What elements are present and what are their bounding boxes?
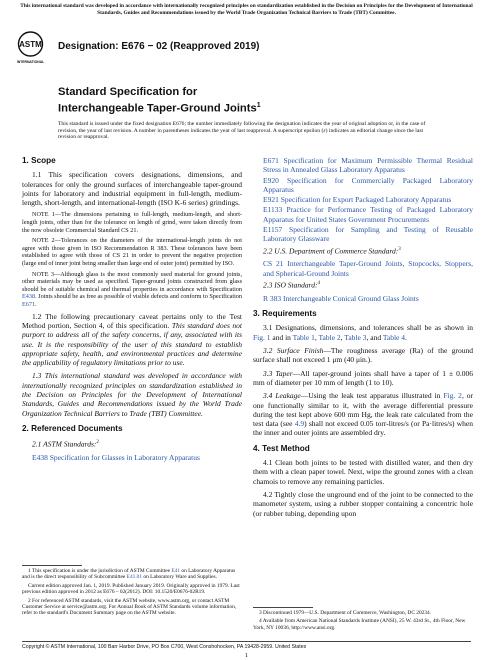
footnote-4: 4 Available from American National Standards Institute (ANSI), 25 W. 43rd St., 4th Floor, New York, NY 10036, http://www.ansi.org. [253,618,466,631]
paragraph-1-2: 1.2 The following precautionary caveat pertains only to the Test Method portion, Section 4, of this specification. This standard does not purport to address all of the safety concerns, if any, associated with its use. It is the responsibility of the user of this standard to establish appropriate safety, health, and environmental practices and determine the applicability of regulatory limitations prior to use. [22,311,242,368]
footnote-rule-right [253,607,313,608]
ref-link-e921[interactable]: E921 [263,195,279,205]
ref-link-cs21[interactable]: CS 21 [263,259,284,269]
svg-text:INTERNATIONAL: INTERNATIONAL [17,60,44,64]
issuance-note: This standard is issued under the fixed designation E676; the number immediately following the designation indicates the year of original adoption or, in the case of revision, the year of last revision. A number in parentheses indicates the year of last reapproval. A superscript epsilon (ε) indicates an editorial change since the last revision or reapproval. [58,121,426,141]
footnotes-right [253,610,473,633]
note-1: NOTE 1—The dimensions pertaining to full-length, medium-length, and short-length joints, other than for the tolerance on length of grind, were taken directly from the now obsolete Commercial Standard CS 21. [22,211,242,234]
link-table-1[interactable]: Table 1 [292,332,315,342]
link-section-4-9[interactable]: 4.9 [294,419,305,429]
link-fig-1[interactable]: Fig. 1 [253,332,271,342]
ref-link-e671[interactable]: E671 [263,156,279,165]
standards-banner: This international standard was developed in accordance with internationally recognized principles on standardization established in the Decision on Principles for the Development of International Standards, Guides and Recommendations issued by the World Trade Organization Technical Barriers to Trade (TBT) Committee. [20,3,473,16]
ref-link-e438[interactable]: E438 [32,452,48,462]
footer-rule [22,641,471,642]
section-heading-test-method: 4. Test Method [253,443,310,453]
title-line-1: Standard Specification for [58,86,198,98]
link-subcommittee-e41-01[interactable]: E41.01 [126,574,143,581]
page-number: 1 [244,652,249,659]
svg-text:ASTM: ASTM [19,40,42,49]
ref-link-e920[interactable]: E920 [263,175,279,185]
paragraph-2-2: 2.2 U.S. Department of Commerce Standard:$^3$ [263,246,401,256]
footnote-rule-left [22,565,82,566]
section-heading-requirements: 3. Requirements [253,309,317,319]
link-table-4[interactable]: Table 4 [382,332,405,342]
footnote-3: 3 Discontinued 1979—U.S. Department of Commerce, Washington, DC 20234. [259,610,432,616]
link-e438[interactable]: E438 [22,293,36,301]
ref-e920: E920 Specification for Commercially Packaged Laboratory Apparatus [263,175,473,194]
footnote-1: 1 This specification is under the jurisdiction of ASTM Committee E41 on Laboratory Apparatus and is the direct responsibility of Subcommittee E41.01 on Laboratory Ware and Supplies. [22,568,236,581]
ref-e921: E921 Specification for Export Packaged Laboratory Apparatus [263,195,452,205]
ref-e1157: E1157 Specification for Sampling and Testing of Reusable Laboratory Glassware [263,225,473,244]
left-column [22,156,242,463]
paragraph-3-1: 3.1 Designations, dimensions, and tolerances shall be as shown in Fig. 1 and in Table 1, Table 2, Table 3, and Table 4. [253,323,473,342]
paragraph-1-3: 1.3 This international standard was developed in accordance with internationally recognized principles on standardization established in the Decision on Principles for the Development of International Standards, Guides and Recommendations issued by the World Trade Organization Technical Barriers to Trade (TBT) Committee. [22,371,242,418]
paragraph-3-3: 3.3 Taper—All taper-ground joints shall have a taper of 1 ± 0.006 mm of diameter per 10 mm of length (1 to 10). [253,368,474,387]
ref-e1133: E1133 Practice for Performance Testing of Packaged Laboratory Apparatus for United States Government Procurements [263,205,473,224]
right-column [253,156,473,522]
note-2: NOTE 2—Tolerances on the diameters of the international-length joints do not agree with those given in ISO Recommendation R 383. These tolerances have been established to agree with those of CS 21 in order to prevent the negative projection (large end of inner joint being smaller than large end of outer joint) permitted by ISO. [22,237,242,268]
document-title [58,86,261,117]
link-table-2[interactable]: Table 2 [318,332,341,342]
ref-r383: R 383 Interchangeable Conical Ground Glass Joints [263,293,419,303]
section-heading-referenced-documents: 2. Referenced Documents [22,423,123,433]
link-e671[interactable]: E671 [22,301,36,309]
section-heading-scope: 1. Scope [22,156,56,165]
paragraph-1-1: 1.1 This specification covers designations, dimensions, and tolerances for only the ground surfaces of interchangeable taper-ground joints for laboratory and industrial equipment in full-length, medium-length, short-length, and international-length (ISO K-6 series) grindings. [22,170,242,208]
link-fig-2[interactable]: Fig. 2 [443,391,462,401]
footnote-2: 2 For referenced ASTM standards, visit the ASTM website, www.astm.org, or contact ASTM Customer Service at service@astm.org. For Annual Book of ASTM Standards volume information, refer to the standard's Document Summary page on the ASTM website. [22,597,237,617]
paragraph-4-1: 4.1 Clean both joints to be tested with distilled water, and then dry them with a clean paper towel. Next, wipe the ground zones with a clean chamois to remove any remaining particles. [253,458,473,486]
paragraph-4-2: 4.2 Tightly close the unground end of the joint to be connected to the manometer system, using a rubber stopper containing a concentric hole (or rubber tubing, depending upon [253,489,473,518]
paragraph-2-1: 2.1 ASTM Standards:$^2$ [32,439,99,449]
footnotes-left [22,568,242,619]
paragraph-3-2: 3.2 Surface Finish—The roughness average (Ra) of the ground surface shall not exceed 1 μm (40 μin.). [253,346,473,365]
ref-e671: E671 Specification for Maximum Permissible Thermal Residual Stress in Annealed Glass Laboratory Apparatus [263,156,473,175]
ref-cs21: CS 21 Interchangeable Taper-Ground Joints, Stopcocks, Stoppers, and Spherical-Ground Joints [263,259,473,278]
link-table-3[interactable]: Table 3 [344,332,367,342]
astm-logo-icon [17,30,44,66]
ref-link-e1133[interactable]: E1133 [263,205,283,215]
paragraph-2-3: 2.3 ISO Standard:$^4$ [263,280,321,290]
designation-heading: Designation: E676 − 02 (Reapproved 2019) [58,41,260,52]
ref-e438: E438 Specification for Glasses in Laboratory Apparatus [32,452,200,462]
title-line-2: Interchangeable Taper-Ground Joints$^1$ [58,102,261,116]
note-3: NOTE 3—Although glass is the most commonly used material for ground joints, other materials may be used as specified. Taper-ground joints constructed from glass should be of suitable chemical and thermal properties in accordance with Specification E438. Joints should be as free as possible of visible defects and conform to Specification E671. [22,270,242,309]
title-footnote-marker[interactable]: 1 [256,102,261,110]
ref-link-e1157[interactable]: E1157 [263,225,283,235]
footnote-1-edition: Current edition approved Jan. 1, 2019. Published January 2019. Originally approved in 1979. Last previous edition approved in 2012 as E676 – 02(2012). DOI: 10.1520/E0676-02R19. [22,582,240,596]
paragraph-3-4: 3.4 Leakage—Using the leak test apparatus illustrated in Fig. 2, or one functionally similar to it, with the average differential pressure during the test kept above 600 mm Hg, the leak rate calculated from the test data (see 4.9) shall not exceed 0.05 torr-litres/s (or Pa·litres/s) when the inner and outer joints are assembled dry. [253,391,473,438]
ref-link-r383[interactable]: R 383 [263,293,282,303]
link-committee-e41[interactable]: E41 [171,568,181,574]
copyright-notice: Copyright © ASTM International, 100 Barr Harbor Drive, PO Box C700, West Conshohocken, PA 19428-2959. United States [22,644,307,650]
